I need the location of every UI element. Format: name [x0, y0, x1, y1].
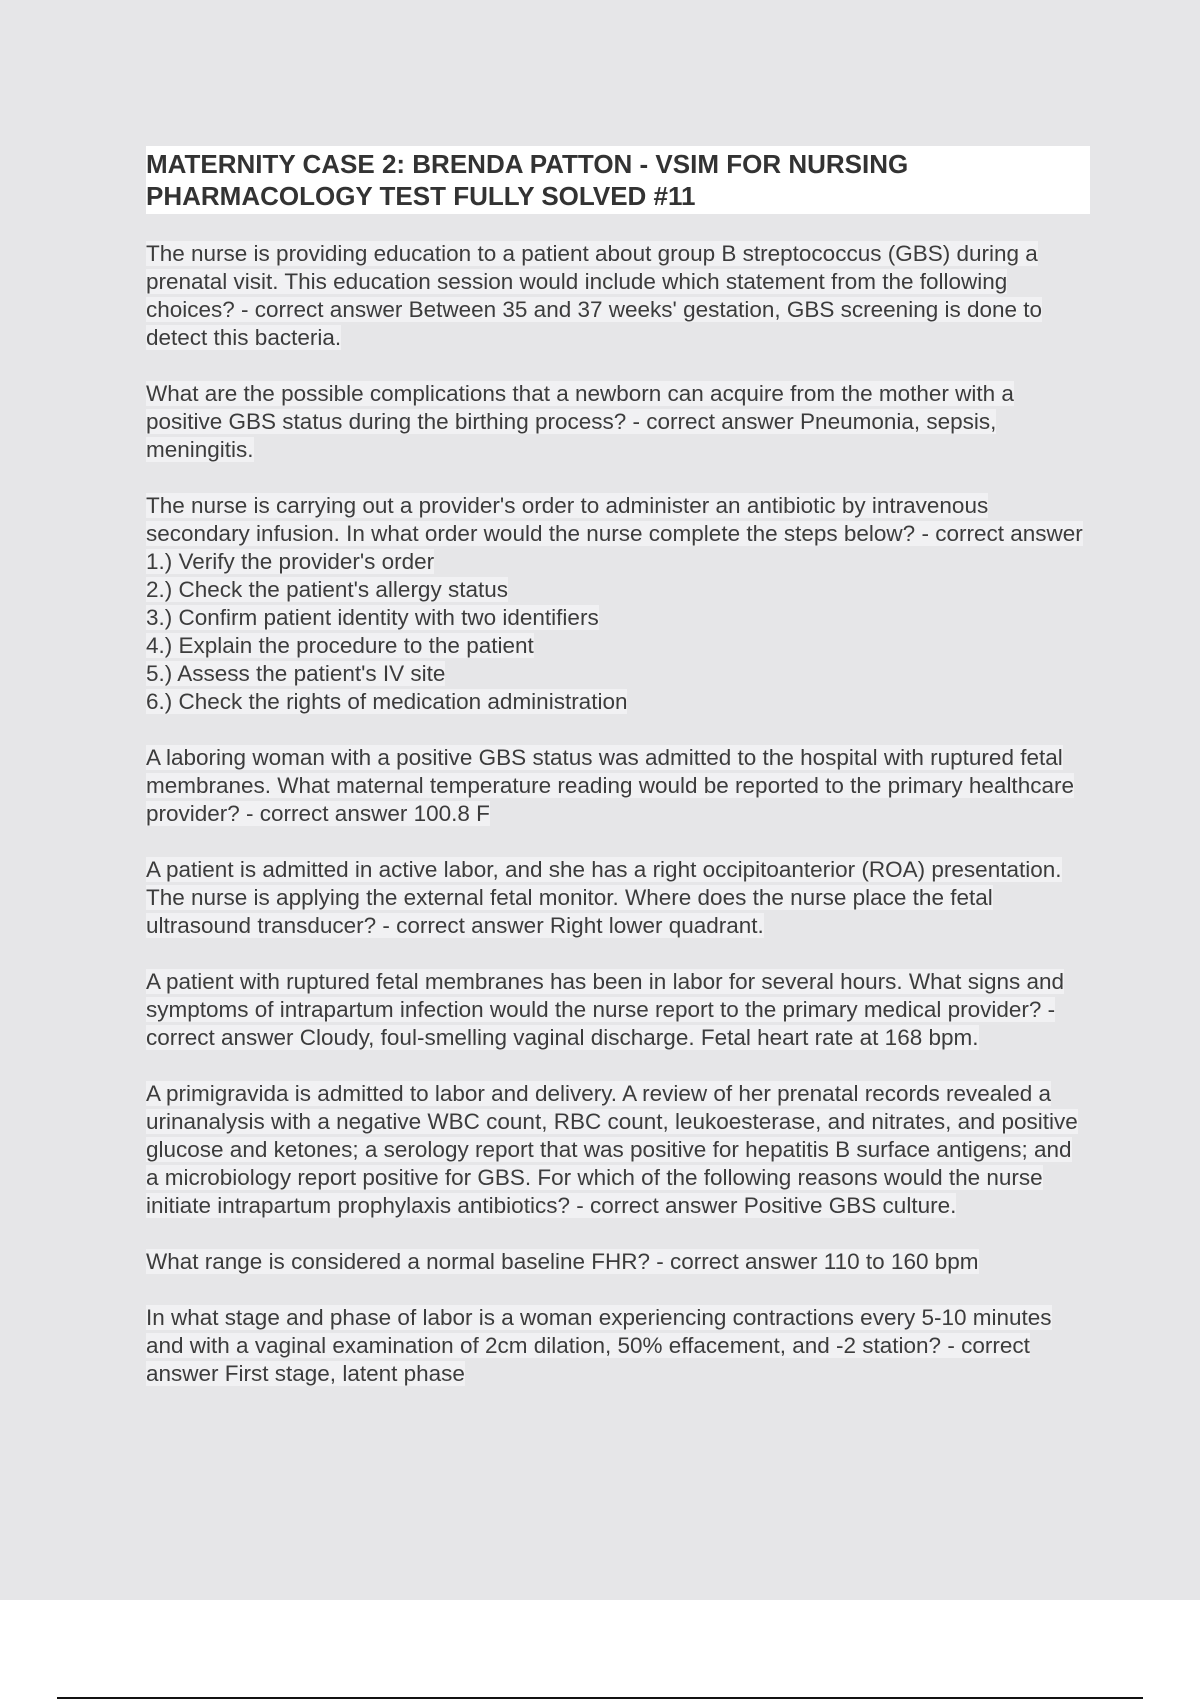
step-item: 4.) Explain the procedure to the patient	[146, 633, 534, 658]
step-item: 3.) Confirm patient identity with two identifiers	[146, 605, 599, 630]
qa-text: A patient is admitted in active labor, and she has a right occipitoanterior (ROA) presentation. The nurse is applying the external fetal monitor. Where does the nurse place the fetal ultrasound transducer? - correct answer Right lower quadrant.	[146, 857, 1062, 938]
document-title: MATERNITY CASE 2: BRENDA PATTON - VSIM FOR NURSING PHARMACOLOGY TEST FULLY SOLVED #11	[146, 146, 1090, 214]
qa-item	[146, 492, 1090, 716]
qa-text: A primigravida is admitted to labor and delivery. A review of her prenatal records revealed a urinanalysis with a negative WBC count, RBC count, leukoesterase, and nitrates, and positive glucose and ketones; a serology report that was positive for hepatitis B surface antigens; and a microbiology report positive for GBS. For which of the following reasons would the nurse initiate intrapartum prophylaxis antibiotics? - correct answer Positive GBS culture.	[146, 1081, 1078, 1218]
step-item: 5.) Assess the patient's IV site	[146, 661, 446, 686]
qa-item	[146, 1304, 1090, 1388]
qa-text: The nurse is providing education to a patient about group B streptococcus (GBS) during a prenatal visit. This education session would include which statement from the following choices? - correct answer Between 35 and 37 weeks' gestation, GBS screening is done to detect this bacteria.	[146, 241, 1043, 350]
qa-item	[146, 1080, 1090, 1220]
qa-text: A patient with ruptured fetal membranes has been in labor for several hours. What signs and symptoms of intrapartum infection would the nurse report to the primary medical provider? - correct answer Cloudy, foul-smelling vaginal discharge. Fetal heart rate at 168 bpm.	[146, 969, 1065, 1050]
step-item: 6.) Check the rights of medication administration	[146, 689, 628, 714]
qa-text: The nurse is carrying out a provider's order to administer an antibiotic by intravenous secondary infusion. In what order would the nurse complete the steps below? - correct answer 1.) Verify the provider's order	[146, 493, 1083, 574]
step-item: 2.) Check the patient's allergy status	[146, 577, 508, 602]
qa-item	[146, 744, 1090, 828]
qa-item	[146, 380, 1090, 464]
qa-text: What are the possible complications that a newborn can acquire from the mother with a positive GBS status during the birthing process? - correct answer Pneumonia, sepsis, meningitis.	[146, 381, 1014, 462]
qa-text: What range is considered a normal baseline FHR? - correct answer 110 to 160 bpm	[146, 1249, 979, 1274]
qa-item	[146, 968, 1090, 1052]
steps-list	[146, 576, 1090, 716]
qa-item	[146, 1248, 1090, 1276]
qa-text: In what stage and phase of labor is a woman experiencing contractions every 5-10 minutes and with a vaginal examination of 2cm dilation, 50% effacement, and -2 station? - correct answer First stage, latent phase	[146, 1305, 1052, 1386]
qa-item	[146, 240, 1090, 352]
qa-text: A laboring woman with a positive GBS status was admitted to the hospital with ruptured fetal membranes. What maternal temperature reading would be reported to the primary healthcare provider? - correct answer 100.8 F	[146, 745, 1074, 826]
document-body	[146, 146, 1090, 1416]
footer-divider	[57, 1697, 1143, 1699]
qa-item	[146, 856, 1090, 940]
